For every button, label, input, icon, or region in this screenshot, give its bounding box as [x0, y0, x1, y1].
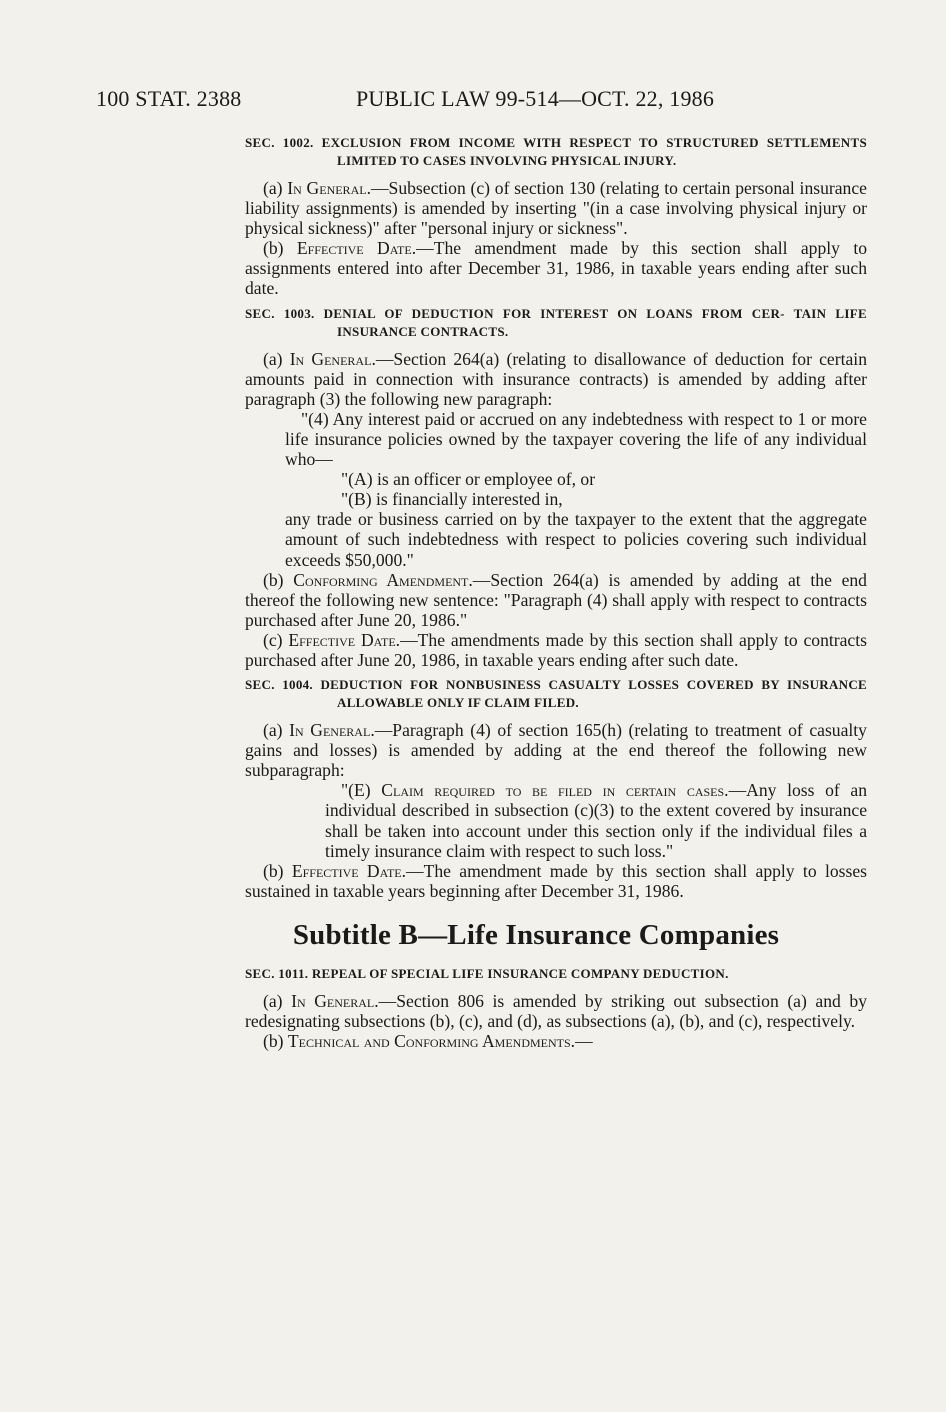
section-1002-heading-line1: SEC. 1002. EXCLUSION FROM INCOME WITH RESPECT TO STRUCTURED: [245, 135, 759, 150]
section-1003-subsection-b: (b) Conforming Amendment.—Section 264(a) is amended by adding at the end thereof the following new sentence: "Paragraph (4) shall apply with respect to contracts purchased after June 20, 1986.": [245, 569, 867, 630]
section-1004-heading-rest: BY INSURANCE ALLOWABLE ONLY IF CLAIM FILED.: [337, 677, 867, 711]
section-1011-subsection-b: (b) Technical and Conforming Amendments.—: [263, 1031, 593, 1052]
section-1003-heading-rest: TAIN LIFE INSURANCE CONTRACTS.: [337, 305, 867, 339]
section-1002-heading-rest: SETTLEMENTS LIMITED TO CASES INVOLVING PHYSICAL INJURY.: [337, 135, 867, 168]
section-1002-heading: [245, 134, 867, 170]
section-1003-inserted-paragraph: [245, 409, 867, 570]
subtitle-heading: Subtitle B—Life Insurance Companies: [292, 918, 780, 951]
clause-b: "(B) is financially interested in,: [341, 489, 563, 510]
stat-citation: 100 STAT. 2388: [96, 86, 242, 111]
clause-a: "(A) is an officer or employee of, or: [341, 469, 596, 490]
section-1004-subsection-b: (b) Effective Date.—The amendment made by this section shall apply to losses sustained in taxable years beginning after December 31, 1986.: [245, 860, 867, 901]
document-body: [245, 134, 867, 1051]
section-1011-subsection-a: (a) In General.—Section 806 is amended by striking out subsection (a) and by redesignating subsections (b), (c), and (d), as subsections (a), (b), and (c), respectively.: [245, 991, 867, 1032]
section-1002-subsection-b: (b) Effective Date.—The amendment made by this section shall apply to assignments entered into after December 31, 1986, in taxable years ending after such date.: [245, 238, 868, 299]
section-1004-subsection-a: (a) In General.—Paragraph (4) of section 165(h) (relating to treatment of casualty gains and losses) is amended by adding at the end thereof the following new subparagraph:: [245, 720, 867, 781]
section-1003-heading: [245, 305, 867, 341]
section-1003-subsection-a: (a) In General.—Section 264(a) (relating to disallowance of deduction for certain amounts paid in connection with insurance contracts) is amended by adding after paragraph (3) the following new paragraph:: [245, 348, 867, 409]
paragraph-4-tail: any trade or business carried on by the taxpayer to the extent that the aggregate amount of such indebtedness with respect to policies covering such individual exceeds $50,000.": [285, 509, 867, 570]
section-1002-subsection-a: (a) In General.—Subsection (c) of section 130 (relating to certain personal insurance liability assignments) is amended by inserting "(in a case involving physical injury or physical sickness)" after "personal injury or sickness".: [245, 178, 867, 239]
section-1011-heading: SEC. 1011. REPEAL OF SPECIAL LIFE INSURANCE COMPANY DEDUCTION.: [245, 966, 729, 981]
subparagraph-e: "(E) Claim required to be filed in certain cases.—Any loss of an individual described in subsection (c)(3) to the extent covered by insurance shall be taken into account under this section only if the individual files a timely insurance claim with respect to such loss.": [325, 780, 867, 861]
section-1003-subsection-c: (c) Effective Date.—The amendments made by this section shall apply to contracts purchased after June 20, 1986, in taxable years ending after such date.: [245, 629, 867, 670]
section-1004-heading-line1: SEC. 1004. DEDUCTION FOR NONBUSINESS CASUALTY LOSSES COVERED: [245, 677, 754, 693]
public-law-title: PUBLIC LAW 99-514—OCT. 22, 1986: [356, 86, 715, 111]
section-1004-heading: [245, 676, 867, 712]
paragraph-4-text: "(4) Any interest paid or accrued on any indebtedness with respect to 1 or more life insurance policies owned by the taxpayer covering the life of any individual who—: [285, 408, 867, 470]
section-1004-inserted-subparagraph: [245, 780, 867, 860]
section-1003-heading-line1: SEC. 1003. DENIAL OF DEDUCTION FOR INTEREST ON LOANS FROM CER-: [245, 305, 785, 321]
